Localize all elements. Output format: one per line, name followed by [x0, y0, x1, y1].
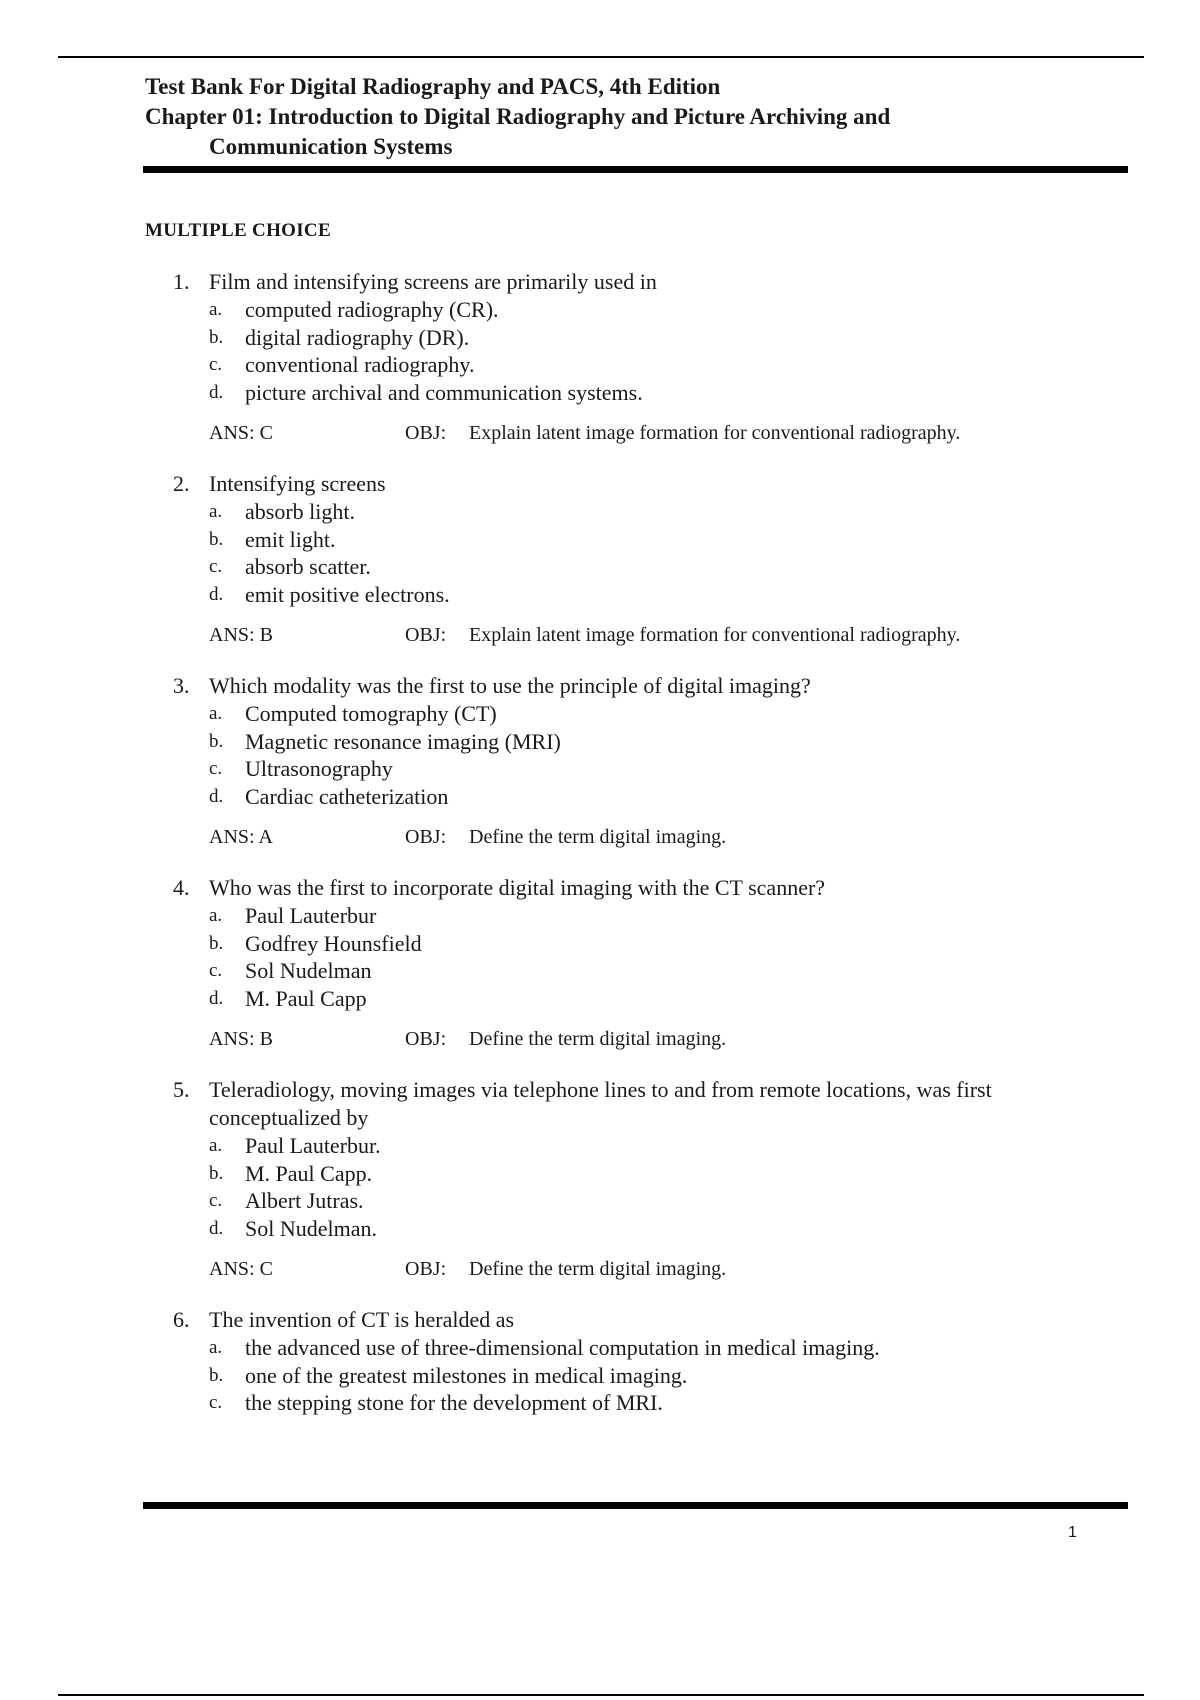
question-number: 5. [173, 1077, 190, 1102]
choice-text: the advanced use of three-dimensional computation in medical imaging. [245, 1335, 880, 1360]
choice-b [145, 1362, 1125, 1390]
question-number: 6. [173, 1307, 190, 1332]
choice-text: Magnetic resonance imaging (MRI) [245, 728, 561, 754]
choice-text: Paul Lauterbur. [245, 1133, 381, 1158]
choice-letter: b. [209, 730, 224, 752]
choice-text: emit light. [245, 526, 336, 552]
choice-d [145, 1215, 1125, 1243]
question-number: 4. [173, 875, 190, 900]
choice-letter: a. [209, 1135, 223, 1156]
page-number: 1 [1068, 1524, 1077, 1541]
choice-text: absorb scatter. [245, 554, 371, 579]
choice-a [145, 902, 1125, 930]
choice-text: absorb light. [245, 499, 355, 524]
choice-letter: c. [209, 354, 223, 375]
choice-text: Godfrey Hounsfield [245, 930, 422, 956]
choice-text: the stepping stone for the development of MRI. [245, 1390, 663, 1415]
question-number: 1. [173, 269, 190, 294]
answer-row [145, 1256, 1125, 1282]
choice-a [145, 1132, 1125, 1160]
choice-d [145, 985, 1125, 1013]
choice-b [145, 324, 1125, 352]
question-stem: Who was the first to incorporate digital imaging with the CT scanner? [209, 875, 826, 900]
choice-d [145, 783, 1125, 811]
objective-text: Define the term digital imaging. [469, 1258, 727, 1280]
answer-row [145, 622, 1125, 648]
choice-letter: a. [209, 703, 223, 724]
question-stem: Which modality was the first to use the principle of digital imaging? [209, 673, 811, 698]
choice-letter: d. [209, 583, 224, 605]
choice-letter: a. [209, 501, 223, 522]
footer-divider [143, 1502, 1128, 1509]
question-stem: The invention of CT is heralded as [209, 1307, 515, 1332]
choice-letter: b. [209, 1162, 224, 1184]
choice-a [145, 1334, 1125, 1362]
objective-text: Explain latent image formation for conventional radiography. [469, 624, 961, 646]
objective-label: OBJ: [405, 624, 447, 646]
choice-b [145, 930, 1125, 958]
choice-letter: c. [209, 758, 223, 779]
document-header [145, 72, 1145, 162]
choice-letter: d. [209, 381, 224, 403]
choice-letter: c. [209, 556, 223, 577]
objective-text: Define the term digital imaging. [469, 1028, 727, 1050]
question-4 [145, 874, 1125, 1052]
answer-row [145, 1026, 1125, 1052]
choice-text: picture archival and communication systems. [245, 379, 643, 405]
section-heading: MULTIPLE CHOICE [145, 220, 331, 241]
chapter-title: Chapter 01: Introduction to Digital Radiography and Picture Archiving and [145, 104, 891, 129]
question-list [145, 268, 1125, 1441]
choice-letter: a. [209, 1337, 223, 1358]
choice-a [145, 700, 1125, 728]
question-stem: Film and intensifying screens are primarily used in [209, 269, 657, 294]
page-bottom-rule [58, 1694, 1144, 1696]
chapter-title-continued: Communication Systems [209, 134, 453, 159]
choice-c [145, 755, 1125, 783]
choice-b [145, 526, 1125, 554]
choice-letter: d. [209, 1217, 224, 1239]
question-6 [145, 1306, 1125, 1417]
question-2 [145, 470, 1125, 648]
question-1 [145, 268, 1125, 446]
document-title: Test Bank For Digital Radiography and PACS, 4th Edition [145, 74, 721, 99]
choice-c [145, 1389, 1125, 1417]
choice-b [145, 728, 1125, 756]
choice-letter: c. [209, 1190, 223, 1211]
answer-row [145, 420, 1125, 446]
choice-c [145, 1187, 1125, 1215]
choice-letter: a. [209, 299, 223, 320]
choice-c [145, 553, 1125, 581]
choice-text: Sol Nudelman. [245, 1215, 377, 1241]
choice-text: one of the greatest milestones in medical imaging. [245, 1362, 688, 1388]
choice-text: M. Paul Capp. [245, 1160, 373, 1186]
question-3 [145, 672, 1125, 850]
objective-label: OBJ: [405, 422, 447, 444]
choice-text: conventional radiography. [245, 352, 475, 377]
page-top-rule [58, 56, 1144, 58]
answer-row [145, 824, 1125, 850]
question-stem: Teleradiology, moving images via telephone lines to and from remote locations, was first conceptualized by [209, 1077, 992, 1130]
question-number: 3. [173, 673, 190, 698]
choice-letter: b. [209, 932, 224, 954]
choice-a [145, 498, 1125, 526]
choice-text: Albert Jutras. [245, 1188, 364, 1213]
choice-a [145, 296, 1125, 324]
objective-text: Define the term digital imaging. [469, 826, 727, 848]
objective-label: OBJ: [405, 1028, 447, 1050]
choice-c [145, 351, 1125, 379]
choice-letter: d. [209, 785, 224, 807]
answer-key: ANS: C [209, 422, 273, 444]
choice-text: Cardiac catheterization [245, 783, 449, 809]
choice-c [145, 957, 1125, 985]
question-stem: Intensifying screens [209, 471, 386, 496]
choice-d [145, 581, 1125, 609]
choice-text: Paul Lauterbur [245, 903, 377, 928]
choice-letter: a. [209, 905, 223, 926]
objective-label: OBJ: [405, 1258, 447, 1280]
answer-key: ANS: A [209, 826, 273, 848]
choice-letter: b. [209, 528, 224, 550]
choice-text: M. Paul Capp [245, 985, 367, 1011]
choice-text: computed radiography (CR). [245, 297, 499, 322]
choice-text: emit positive electrons. [245, 581, 450, 607]
answer-key: ANS: B [209, 624, 273, 646]
answer-key: ANS: B [209, 1028, 273, 1050]
objective-label: OBJ: [405, 826, 447, 848]
choice-letter: b. [209, 326, 224, 348]
choice-letter: c. [209, 960, 223, 981]
choice-b [145, 1160, 1125, 1188]
choice-d [145, 379, 1125, 407]
choice-text: digital radiography (DR). [245, 324, 470, 350]
choice-text: Sol Nudelman [245, 958, 372, 983]
objective-text: Explain latent image formation for conventional radiography. [469, 422, 961, 444]
question-5 [145, 1076, 1125, 1282]
choice-text: Ultrasonography [245, 756, 393, 781]
choice-letter: b. [209, 1364, 224, 1386]
choice-letter: d. [209, 987, 224, 1009]
question-number: 2. [173, 471, 190, 496]
choice-letter: c. [209, 1392, 223, 1413]
answer-key: ANS: C [209, 1258, 273, 1280]
header-divider [143, 166, 1128, 173]
choice-text: Computed tomography (CT) [245, 701, 497, 726]
